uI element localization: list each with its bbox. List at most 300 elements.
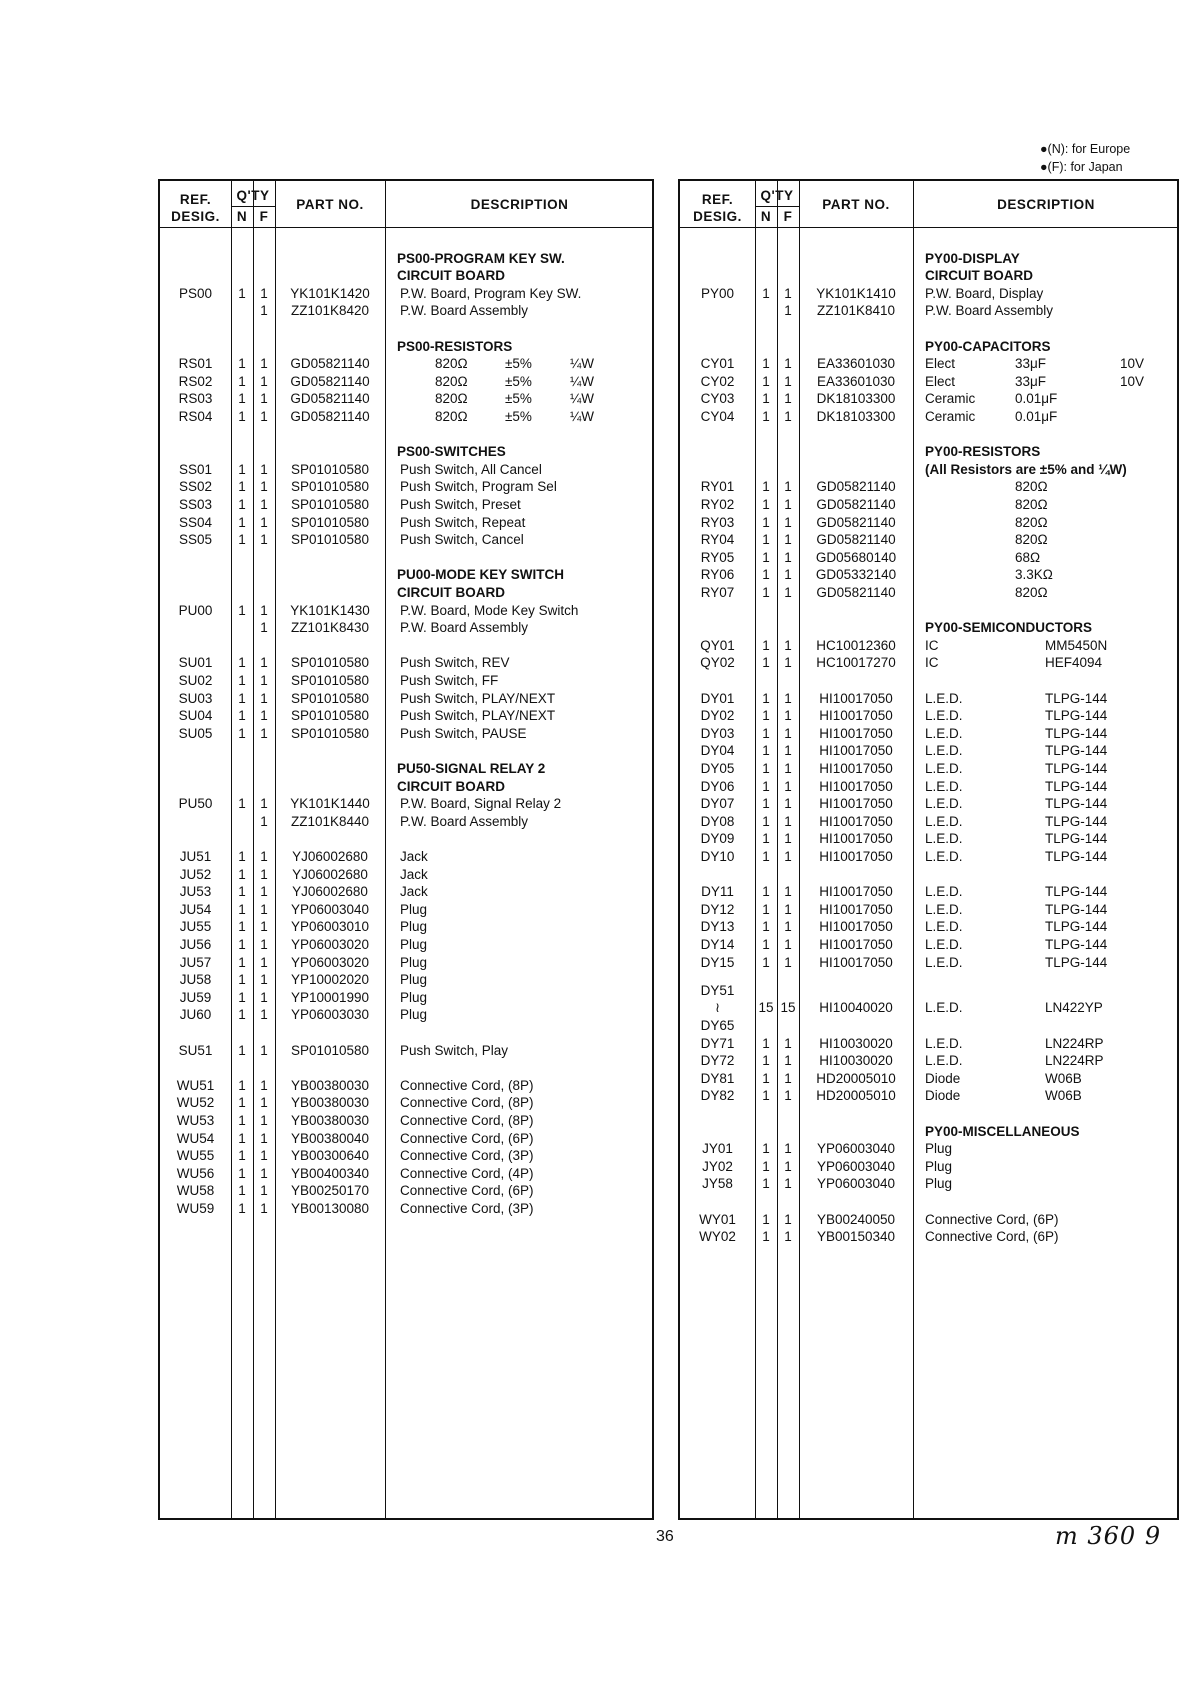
cell-qty-f: 1	[260, 972, 268, 988]
cell-part-no: YB00380040	[290, 1130, 370, 1146]
cell-part-no: SP01010580	[290, 725, 370, 741]
cell-description: Push Switch, FF	[400, 673, 499, 688]
cell-qty-n: 1	[238, 690, 246, 706]
cell-ref-desig: RS04	[178, 409, 213, 424]
cell-description: Push Switch, Play	[400, 1042, 509, 1058]
table-row	[160, 848, 652, 866]
cell-qty-f: 1	[260, 1042, 268, 1058]
cell-qty-f: 1	[784, 884, 792, 900]
cell-part-no: HC10012360	[816, 637, 896, 653]
cell-part-no: GD05821140	[290, 391, 370, 407]
cell-description: Push Switch, All Cancel	[400, 461, 542, 477]
cell-qty-n: 1	[762, 373, 770, 389]
cell-qty-n: 1	[238, 884, 246, 900]
cell-rating: MM5450N	[1045, 637, 1108, 653]
cell-part-no: YP06003030	[290, 1007, 370, 1023]
table-row	[680, 725, 1177, 743]
cell-part-no: EA33601030	[816, 356, 896, 372]
cell-ref-desig: SS04	[178, 514, 213, 530]
cell-ref-desig: SU51	[178, 1042, 213, 1058]
cell-ref-desig: JU54	[179, 901, 212, 917]
cell-qty-n: 1	[762, 813, 770, 829]
cell-ref-desig: JU59	[179, 989, 212, 1005]
cell-qty-f: 1	[784, 567, 792, 583]
ref-desig-header: REF. DESIG.	[171, 192, 220, 224]
cell-ref-desig: CY01	[700, 356, 735, 372]
cell-qty-n: 1	[762, 1211, 770, 1227]
cell-qty-n: 1	[238, 866, 246, 882]
cell-part-no: SP01010580	[290, 461, 370, 477]
cell-qty-f: 1	[260, 884, 268, 900]
cell-qty-n: 1	[238, 461, 246, 477]
cell-tolerance: 10V	[1120, 356, 1145, 372]
cell-qty-n: 1	[238, 514, 246, 530]
cell-part-no: GD05821140	[290, 373, 370, 389]
cell-description: P.W. Board, Program Key SW.	[400, 285, 582, 301]
cell-qty-f: 1	[784, 585, 792, 600]
table-row	[160, 373, 652, 391]
cell-ref-desig: DY11	[701, 884, 734, 900]
cell-value: 68Ω	[1015, 549, 1041, 565]
table-row	[160, 1042, 652, 1060]
cell-part-no: HI10017050	[819, 849, 893, 864]
cell-description: Plug	[925, 1176, 953, 1192]
cell-part-no: HI10017050	[819, 937, 893, 952]
cell-rating: TLPG-144	[1045, 919, 1108, 935]
table-row	[680, 918, 1177, 936]
table-row	[160, 918, 652, 936]
table-row	[160, 690, 652, 708]
cell-part-no: HI10017050	[819, 831, 893, 847]
cell-part-no: YB00300640	[290, 1148, 370, 1164]
cell-part-no: DK18103300	[816, 391, 896, 407]
cell-qty-n: 1	[238, 602, 246, 618]
cell-ref-desig: RY07	[700, 585, 735, 600]
section-heading	[160, 760, 652, 778]
cell-part-no: YB00240050	[816, 1211, 896, 1227]
cell-description: Push Switch, Cancel	[400, 532, 524, 548]
cell-part-no: GD05821140	[816, 497, 896, 512]
cell-part-no: GD05821140	[290, 409, 370, 424]
qty-f-header-right: F	[783, 209, 793, 224]
cell-qty-n: 1	[762, 1035, 770, 1051]
cell-qty-f: 1	[784, 761, 792, 776]
description-header: DESCRIPTION	[470, 197, 569, 212]
section-heading	[680, 443, 1177, 461]
cell-qty-n: 1	[762, 919, 770, 935]
table-row	[160, 1130, 652, 1148]
cell-qty-f: 1	[784, 1229, 792, 1245]
table-row	[680, 813, 1177, 831]
table-row	[160, 531, 652, 549]
cell-ref-desig: DY02	[700, 708, 735, 724]
cell-qty-f: 1	[260, 409, 268, 424]
table-row	[160, 390, 652, 408]
cell-description: Diode	[925, 1070, 961, 1086]
cell-ref-desig: DY08	[700, 813, 735, 829]
cell-tolerance: ±5%	[505, 409, 532, 424]
cell-description: Elect	[925, 356, 956, 372]
section-heading	[680, 461, 1177, 479]
cell-part-no: HI10030020	[819, 1035, 893, 1051]
cell-description: PY00-CAPACITORS	[925, 338, 1051, 354]
cell-part-no: YP06003040	[290, 901, 370, 917]
cell-ref-desig: WU51	[176, 1077, 215, 1093]
cell-qty-f: 1	[260, 1095, 268, 1111]
cell-description: CIRCUIT BOARD	[397, 268, 505, 284]
cell-qty-n: 15	[758, 1000, 774, 1016]
table-row	[680, 373, 1177, 391]
cell-ref-desig: DY12	[700, 901, 735, 917]
cell-part-no: YK101K1440	[290, 796, 370, 812]
table-row	[160, 954, 652, 972]
table-row	[160, 1094, 652, 1112]
cell-rating: HEF4094	[1045, 655, 1103, 671]
section-heading	[160, 566, 652, 584]
cell-part-no: SP01010580	[290, 1042, 370, 1058]
cell-qty-n: 1	[762, 655, 770, 671]
cell-description: PU00-MODE KEY SWITCH	[397, 567, 565, 583]
cell-ref-desig: SS05	[178, 532, 213, 548]
cell-qty-n: 1	[762, 849, 770, 864]
cell-part-no: YB00380030	[290, 1095, 370, 1111]
cell-qty-f: 1	[260, 303, 268, 319]
cell-part-no: SP01010580	[290, 708, 370, 724]
cell-rating: LN224RP	[1045, 1035, 1104, 1051]
cell-description: Jack	[400, 849, 428, 864]
table-row	[680, 584, 1177, 602]
cell-part-no: HI10017050	[819, 708, 893, 724]
table-row	[160, 936, 652, 954]
cell-qty-n: 1	[238, 532, 246, 548]
cell-qty-n: 1	[238, 937, 246, 952]
cell-part-no: YP06003010	[290, 919, 370, 935]
cell-part-no: YP06003040	[816, 1141, 896, 1157]
cell-qty-n: 1	[762, 497, 770, 512]
qty-n-header: N	[236, 209, 248, 224]
cell-qty-n: 1	[762, 708, 770, 724]
cell-qty-f: 1	[784, 514, 792, 530]
table-row	[680, 1228, 1177, 1246]
cell-qty-f: 1	[260, 391, 268, 407]
cell-qty-f: 1	[784, 373, 792, 389]
cell-part-no: HC10017270	[816, 655, 896, 671]
cell-ref-desig: DY14	[700, 937, 735, 952]
table-row	[680, 830, 1177, 848]
cell-rating: TLPG-144	[1045, 690, 1108, 706]
cell-part-no: YJ06002680	[292, 884, 368, 900]
cell-qty-f: 1	[784, 796, 792, 812]
cell-ref-desig: JY01	[702, 1141, 733, 1157]
cell-rating: TLPG-144	[1045, 901, 1108, 917]
cell-qty-f: 1	[784, 303, 792, 319]
cell-part-no: YB00380030	[290, 1077, 370, 1093]
cell-ref-desig: JY58	[702, 1176, 733, 1192]
cell-rating: LN224RP	[1045, 1053, 1104, 1069]
cell-ref-desig: SS01	[178, 461, 213, 477]
cell-rating: TLPG-144	[1045, 743, 1108, 759]
cell-qty-n: 1	[238, 796, 246, 812]
cell-ref-desig: SU04	[178, 708, 213, 724]
table-row	[160, 654, 652, 672]
cell-part-no: HI10017050	[819, 954, 893, 970]
cell-qty-n: 1	[238, 1113, 246, 1128]
cell-part-no: YP06003040	[816, 1158, 896, 1174]
cell-qty-f: 1	[784, 1070, 792, 1086]
table-row	[160, 478, 652, 496]
cell-ref-desig: DY05	[700, 761, 735, 776]
cell-part-no: SP01010580	[290, 532, 370, 548]
cell-rating: TLPG-144	[1045, 708, 1108, 724]
cell-part-no: SP01010580	[290, 514, 370, 530]
cell-qty-n: 1	[762, 585, 770, 600]
cell-description: P.W. Board Assembly	[925, 303, 1054, 319]
cell-description: P.W. Board Assembly	[400, 303, 529, 319]
cell-part-no: YJ06002680	[292, 866, 368, 882]
table-row	[680, 901, 1177, 919]
cell-value: 820Ω	[1015, 479, 1048, 495]
cell-qty-f: 1	[784, 1158, 792, 1174]
cell-ref-desig: JY02	[702, 1158, 733, 1174]
cell-ref-desig: WU55	[176, 1148, 215, 1164]
cell-value: 820Ω	[435, 356, 468, 372]
table-row	[160, 901, 652, 919]
table-row	[160, 989, 652, 1007]
cell-part-no: HI10017050	[819, 901, 893, 917]
cell-description: Plug	[925, 1158, 953, 1174]
table-row	[680, 883, 1177, 901]
cell-qty-n: 1	[238, 1042, 246, 1058]
table-row	[680, 637, 1177, 655]
cell-description: Connective Cord, (6P)	[925, 1211, 1059, 1227]
cell-qty-f: 1	[784, 479, 792, 495]
cell-value: 0.01μF	[1015, 409, 1058, 424]
cell-qty-n: 1	[762, 285, 770, 301]
cell-qty-f: 1	[260, 989, 268, 1005]
cell-qty-n: 1	[762, 409, 770, 424]
cell-qty-f: 1	[784, 1088, 792, 1104]
cell-qty-n: 1	[238, 655, 246, 671]
table-row	[160, 1165, 652, 1183]
handwritten-note: m 360 9	[1055, 1522, 1162, 1550]
cell-rating: W06B	[1045, 1088, 1082, 1104]
cell-description: L.E.D.	[925, 1035, 963, 1051]
cell-part-no: GD05821140	[816, 532, 896, 548]
cell-ref-desig: RS03	[178, 391, 213, 407]
cell-description: PS00-SWITCHES	[397, 444, 506, 460]
cell-qty-f: 1	[260, 461, 268, 477]
cell-part-no: GD05821140	[816, 585, 896, 600]
cell-description: PY00-DISPLAY	[925, 250, 1020, 266]
cell-qty-f: 1	[784, 1211, 792, 1227]
cell-ref-desig: WU59	[176, 1201, 215, 1216]
cell-description: L.E.D.	[925, 849, 963, 864]
cell-value: 820Ω	[1015, 585, 1048, 600]
cell-description: Plug	[400, 901, 428, 917]
cell-description: L.E.D.	[925, 831, 963, 847]
table-row	[160, 707, 652, 725]
table-row	[680, 496, 1177, 514]
cell-description: Connective Cord, (8P)	[400, 1077, 534, 1093]
cell-qty-f: 1	[784, 708, 792, 724]
cell-description: PS00-PROGRAM KEY SW.	[397, 250, 565, 266]
cell-rating: TLPG-144	[1045, 778, 1108, 794]
cell-qty-f: 1	[784, 409, 792, 424]
cell-ref-desig: DY09	[700, 831, 735, 847]
table-row	[160, 619, 652, 637]
cell-part-no: HI10017050	[819, 778, 893, 794]
cell-qty-n: 1	[762, 1229, 770, 1245]
cell-part-no: YP06003020	[290, 937, 370, 952]
cell-part-no: YK101K1410	[816, 285, 896, 301]
cell-qty-n: 1	[238, 1007, 246, 1023]
legend-europe: ●(N): for Europe	[1040, 142, 1131, 156]
section-heading	[160, 338, 652, 356]
cell-qty-n: 1	[238, 901, 246, 917]
cell-qty-n: 1	[762, 884, 770, 900]
cell-ref-desig: DY13	[700, 919, 735, 935]
table-row	[160, 1182, 652, 1200]
table-row	[160, 355, 652, 373]
cell-description: Push Switch, REV	[400, 655, 510, 671]
cell-ref-desig: DY82	[700, 1088, 735, 1104]
cell-rating: ¼W	[570, 356, 595, 372]
cell-part-no: HI10017050	[819, 761, 893, 776]
cell-qty-f: 1	[784, 690, 792, 706]
cell-part-no: YP06003020	[290, 954, 370, 970]
table-row	[160, 725, 652, 743]
cell-rating: TLPG-144	[1045, 725, 1108, 741]
cell-qty-n: 1	[238, 725, 246, 741]
cell-ref-desig: QY02	[700, 655, 735, 671]
section-heading	[160, 584, 652, 602]
table-row	[160, 1200, 652, 1218]
cell-qty-n: 1	[762, 778, 770, 794]
cell-description: CIRCUIT BOARD	[397, 585, 505, 600]
cell-qty-f: 1	[784, 637, 792, 653]
cell-description: Connective Cord, (3P)	[400, 1148, 534, 1164]
cell-part-no: HI10017050	[819, 743, 893, 759]
cell-qty-n: 1	[238, 1201, 246, 1216]
cell-part-no: YB00150340	[816, 1229, 896, 1245]
cell-qty-f: 1	[260, 954, 268, 970]
table-row	[680, 1052, 1177, 1070]
cell-rating: W06B	[1045, 1070, 1082, 1086]
ref-desig-header-right: REF. DESIG.	[693, 192, 742, 224]
cell-qty-f: 1	[784, 497, 792, 512]
cell-rating: TLPG-144	[1045, 796, 1108, 812]
cell-description: Push Switch, Repeat	[400, 514, 526, 530]
cell-rating: TLPG-144	[1045, 813, 1108, 829]
cell-qty-f: 1	[784, 532, 792, 548]
cell-part-no: YB00400340	[290, 1165, 370, 1181]
cell-rating: TLPG-144	[1045, 761, 1108, 776]
cell-qty-f: 1	[260, 1007, 268, 1023]
cell-description: CIRCUIT BOARD	[925, 268, 1033, 284]
table-row	[680, 654, 1177, 672]
cell-qty-n: 1	[238, 954, 246, 970]
table-row	[680, 778, 1177, 796]
cell-description: Connective Cord, (8P)	[400, 1095, 534, 1111]
cell-ref-desig: WU53	[176, 1113, 215, 1128]
cell-rating: TLPG-144	[1045, 831, 1108, 847]
cell-qty-f: 1	[260, 919, 268, 935]
cell-ref-desig: DY01	[700, 690, 735, 706]
table-row	[680, 302, 1177, 320]
qty-f-header: F	[259, 209, 269, 224]
cell-qty-n: 1	[762, 1070, 770, 1086]
cell-qty-n: 1	[238, 989, 246, 1005]
cell-qty-f: 1	[784, 655, 792, 671]
cell-qty-f: 1	[260, 796, 268, 812]
cell-value: 820Ω	[435, 373, 468, 389]
cell-qty-f: 1	[260, 1077, 268, 1093]
cell-description: P.W. Board, Mode Key Switch	[400, 602, 579, 618]
cell-description: (All Resistors are ±5% and ¼W)	[925, 461, 1127, 477]
cell-qty-f: 1	[784, 1035, 792, 1051]
cell-part-no: ZZ101K8440	[290, 813, 370, 829]
cell-ref-desig: QY01	[700, 637, 735, 653]
parts-table-right	[678, 179, 1179, 1520]
cell-qty-f: 1	[260, 514, 268, 530]
cell-part-no: HI10017050	[819, 884, 893, 900]
cell-part-no: YB00380030	[290, 1113, 370, 1128]
cell-rating: ¼W	[570, 409, 595, 424]
cell-part-no: SP01010580	[290, 673, 370, 688]
cell-ref-desig: ≀	[714, 1000, 721, 1016]
cell-tolerance: ±5%	[505, 391, 532, 407]
cell-description: Jack	[400, 884, 428, 900]
table-row	[680, 848, 1177, 866]
cell-value: 33μF	[1015, 356, 1047, 372]
cell-ref-desig: SU01	[178, 655, 213, 671]
cell-description: Plug	[400, 972, 428, 988]
cell-qty-f: 1	[260, 708, 268, 724]
cell-tolerance: 10V	[1120, 373, 1145, 389]
cell-description: Push Switch, Program Sel	[400, 479, 557, 495]
cell-description: Plug	[400, 919, 428, 935]
cell-ref-desig: SU05	[178, 725, 213, 741]
cell-ref-desig: JU57	[179, 954, 212, 970]
cell-description: L.E.D.	[925, 884, 963, 900]
cell-qty-n: 1	[762, 761, 770, 776]
table-row	[680, 936, 1177, 954]
cell-qty-n: 1	[762, 1053, 770, 1069]
cell-value: 33μF	[1015, 373, 1047, 389]
cell-description: Plug	[400, 1007, 428, 1023]
cell-description: IC	[925, 637, 939, 653]
cell-qty-n: 1	[762, 725, 770, 741]
cell-part-no: YB00130080	[290, 1201, 370, 1216]
cell-part-no: SP01010580	[290, 497, 370, 512]
table-row	[680, 1140, 1177, 1158]
cell-qty-n: 1	[762, 391, 770, 407]
cell-description: Plug	[400, 937, 428, 952]
cell-qty-f: 1	[784, 919, 792, 935]
table-row	[680, 760, 1177, 778]
cell-qty-f: 1	[260, 655, 268, 671]
cell-qty-n: 1	[238, 356, 246, 372]
table-row	[160, 883, 652, 901]
cell-ref-desig: DY81	[700, 1070, 735, 1086]
cell-qty-n: 1	[762, 514, 770, 530]
cell-qty-f: 1	[260, 532, 268, 548]
cell-ref-desig: RY04	[700, 532, 735, 548]
cell-ref-desig: DY51	[700, 982, 735, 998]
table-row	[680, 1158, 1177, 1176]
cell-part-no: ZZ101K8430	[290, 620, 370, 636]
cell-ref-desig: WU52	[176, 1095, 215, 1111]
